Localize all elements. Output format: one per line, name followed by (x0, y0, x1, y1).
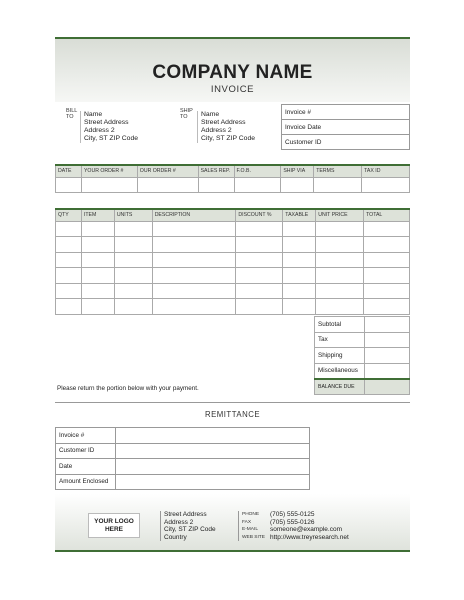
fax-value: (705) 555-0126 (270, 518, 315, 526)
item-cell[interactable] (81, 237, 114, 253)
item-cell[interactable] (56, 221, 82, 237)
footer-address2: Address 2 (164, 518, 194, 526)
header-tax-id: TAX ID (362, 165, 410, 177)
invoice-date-field[interactable]: Invoice Date (282, 120, 410, 135)
subtotal-value[interactable] (364, 317, 409, 333)
item-cell[interactable] (56, 268, 82, 284)
item-cell[interactable] (114, 268, 152, 284)
misc-value[interactable] (364, 363, 409, 379)
bill-to-city[interactable]: City, ST ZIP Code (84, 135, 139, 142)
item-cell[interactable] (364, 283, 410, 299)
subtotal-label: Subtotal (315, 317, 365, 333)
table-row (56, 299, 410, 315)
ship-to-street[interactable]: Street Address (201, 119, 246, 126)
header-discount: DISCOUNT % (236, 209, 283, 221)
table-row (56, 283, 410, 299)
order-cell[interactable] (362, 177, 410, 193)
item-cell[interactable] (152, 299, 236, 315)
item-cell[interactable] (364, 268, 410, 284)
item-cell[interactable] (81, 268, 114, 284)
remit-customer-value[interactable] (116, 443, 310, 459)
item-cell[interactable] (81, 299, 114, 315)
phone-label: PHONE (242, 512, 260, 517)
remittance-title: REMITTANCE (204, 410, 261, 419)
header-date: DATE (56, 165, 82, 177)
order-cell[interactable] (314, 177, 362, 193)
tax-value[interactable] (364, 332, 409, 348)
item-cell[interactable] (316, 283, 364, 299)
fax-label: FAX (242, 519, 252, 525)
remit-invoice-label: Invoice # (56, 428, 116, 444)
item-cell[interactable] (152, 221, 236, 237)
item-cell[interactable] (283, 299, 316, 315)
website-label: WEB SITE (242, 534, 265, 540)
email-link[interactable]: someone@example.com (270, 526, 342, 534)
remit-customer-label: Customer ID (56, 443, 116, 459)
header-total: TOTAL (364, 209, 410, 221)
order-cell[interactable] (198, 177, 234, 193)
order-cell[interactable] (137, 177, 198, 193)
bill-to-street[interactable]: Street Address (84, 119, 129, 126)
item-cell[interactable] (114, 283, 152, 299)
section-divider (55, 402, 410, 403)
footer-address (160, 511, 216, 541)
item-cell[interactable] (316, 299, 364, 315)
item-cell[interactable] (114, 221, 152, 237)
item-cell[interactable] (152, 252, 236, 268)
item-cell[interactable] (283, 268, 316, 284)
shipping-label: Shipping (315, 348, 365, 364)
item-cell[interactable] (81, 283, 114, 299)
item-cell[interactable] (236, 299, 283, 315)
bill-to-label: BILL TO (66, 108, 78, 120)
header-ship-via: SHIP VIA (281, 165, 314, 177)
remit-date-label: Date (56, 459, 116, 475)
item-cell[interactable] (283, 252, 316, 268)
balance-due-value[interactable] (364, 379, 409, 395)
balance-due-label: BALANCE DUE (315, 379, 365, 395)
ship-to-address (197, 111, 255, 143)
customer-id-field[interactable]: Customer ID (282, 135, 410, 150)
item-cell[interactable] (236, 268, 283, 284)
remit-amount-value[interactable] (116, 474, 310, 490)
header-qty: QTY (56, 209, 82, 221)
order-cell[interactable] (234, 177, 281, 193)
header-unit-price: UNIT PRICE (316, 209, 364, 221)
header-item: ITEM (81, 209, 114, 221)
order-cell[interactable] (281, 177, 314, 193)
item-cell[interactable] (283, 221, 316, 237)
header-description: DESCRIPTION (152, 209, 236, 221)
bill-to-name[interactable]: Name (84, 111, 103, 118)
item-cell[interactable] (316, 268, 364, 284)
table-row (56, 237, 410, 253)
item-cell[interactable] (364, 221, 410, 237)
bill-to-address (80, 111, 138, 143)
item-cell[interactable] (56, 237, 82, 253)
ship-to-address2[interactable]: Address 2 (201, 127, 232, 134)
header-units: UNITS (114, 209, 152, 221)
item-cell[interactable] (56, 252, 82, 268)
item-cell[interactable] (56, 283, 82, 299)
header-our-order: OUR ORDER # (137, 165, 198, 177)
order-cell[interactable] (81, 177, 137, 193)
item-cell[interactable] (152, 237, 236, 253)
tax-label: Tax (315, 332, 365, 348)
order-row (56, 177, 410, 193)
invoice-info-table (281, 104, 410, 150)
remit-date-value[interactable] (116, 459, 310, 475)
header-fob: F.O.B. (234, 165, 281, 177)
header-taxable: TAXABLE (283, 209, 316, 221)
remit-amount-label: Amount Enclosed (56, 474, 116, 490)
line-items-table (55, 208, 410, 315)
order-details-table (55, 164, 410, 193)
item-cell[interactable] (81, 252, 114, 268)
item-cell[interactable] (236, 283, 283, 299)
item-cell[interactable] (81, 221, 114, 237)
remit-invoice-value[interactable] (116, 428, 310, 444)
item-cell[interactable] (236, 221, 283, 237)
item-cell[interactable] (236, 252, 283, 268)
totals-table (314, 316, 410, 395)
bill-to-address2[interactable]: Address 2 (84, 127, 115, 134)
phone-value: (705) 555-0125 (270, 511, 315, 518)
item-cell[interactable] (56, 299, 82, 315)
table-row (56, 221, 410, 237)
ship-to-label: SHIP TO (180, 108, 193, 120)
logo-placeholder[interactable]: YOUR LOGO HERE (88, 513, 140, 538)
item-cell[interactable] (364, 299, 410, 315)
ship-to-city[interactable]: City, ST ZIP Code (201, 135, 256, 142)
item-cell[interactable] (283, 283, 316, 299)
item-cell[interactable] (316, 237, 364, 253)
invoice-number-field[interactable]: Invoice # (282, 105, 410, 120)
order-cell[interactable] (56, 177, 82, 193)
header-sales-rep: SALES REP. (198, 165, 234, 177)
footer-city: City, ST ZIP Code (164, 526, 216, 534)
header-terms: TERMS (314, 165, 362, 177)
return-note: Please return the portion below with your payment. (57, 385, 199, 392)
item-cell[interactable] (114, 237, 152, 253)
item-cell[interactable] (364, 237, 410, 253)
item-cell[interactable] (316, 221, 364, 237)
footer-country: Country (164, 533, 187, 541)
document-title: INVOICE (210, 84, 255, 95)
remittance-table (55, 427, 310, 490)
item-cell[interactable] (236, 237, 283, 253)
header-your-order: YOUR ORDER # (81, 165, 137, 177)
table-row (56, 252, 410, 268)
misc-label: Miscellaneous (315, 363, 365, 379)
item-cell[interactable] (152, 268, 236, 284)
website-link[interactable]: http://www.treyresearch.net (270, 533, 349, 541)
ship-to-name[interactable]: Name (201, 111, 220, 118)
item-cell[interactable] (114, 299, 152, 315)
shipping-value[interactable] (364, 348, 409, 364)
item-cell[interactable] (316, 252, 364, 268)
item-cell[interactable] (114, 252, 152, 268)
company-name: COMPANY NAME (152, 62, 313, 83)
item-cell[interactable] (152, 283, 236, 299)
item-cell[interactable] (283, 237, 316, 253)
table-row (56, 268, 410, 284)
item-cell[interactable] (364, 252, 410, 268)
footer-contact (238, 511, 349, 541)
footer-street: Street Address (164, 511, 207, 518)
email-label: E-MAIL (242, 527, 258, 533)
